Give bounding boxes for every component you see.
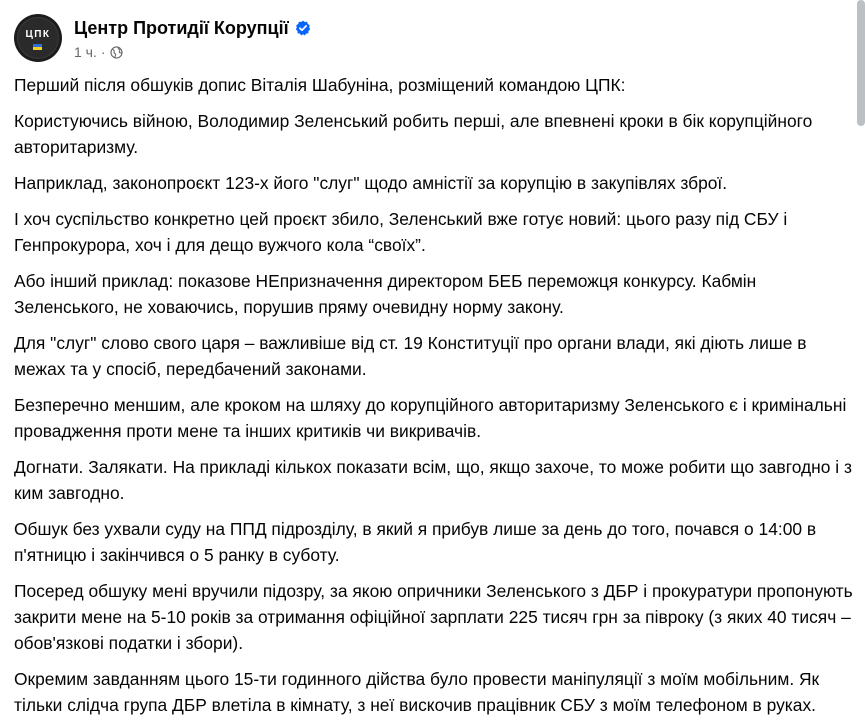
header-text	[74, 16, 311, 60]
post-body	[14, 72, 862, 728]
post-paragraph: Або інший приклад: показове НЕпризначення директором БЕБ переможця конкурсу. Кабмін Зеленського, не ховаючись, порушив пряму очевидну норму закону.	[14, 271, 757, 317]
post-timestamp[interactable]: 1 ч.	[74, 44, 97, 60]
verified-badge-icon	[295, 20, 311, 36]
post-paragraph: Догнати. Залякати. На прикладі кількох показати всім, що, якщо захоче, то може робити що завгодно і з ким завгодно.	[14, 457, 852, 503]
post-paragraph: І хоч суспільство конкретно цей проєкт збило, Зеленський вже готує новий: цього разу під СБУ і Генпрокурора, хоч і для дещо вужчого кола “своїх”.	[14, 209, 788, 255]
post-paragraph: Перший після обшуків допис Віталія Шабуніна, розміщений командою ЦПК:	[14, 75, 626, 95]
post-paragraph: Безперечно меншим, але кроком на шляху до корупційного авторитаризму Зеленського є і кримінальні провадження проти мене та інших критиків чи викривачів.	[14, 395, 847, 441]
scrollbar-thumb[interactable]	[857, 0, 865, 126]
post-paragraph: Для "слуг" слово свого царя – важливіше від ст. 19 Конституції про органи влади, які діють лише в межах та у спосіб, передбачений законами.	[14, 333, 807, 379]
post-paragraph: Окремим завданням цього 15-ти годинного дійства було провести маніпуляції з моїм мобільним. Як тільки слідча група ДБР влетіла в кімнату, з неї вискочив працівник СБУ з моїм телефоном в руках.	[14, 669, 820, 715]
globe-icon[interactable]	[110, 46, 123, 59]
post-paragraph: Обшук без ухвали суду на ППД підрозділу, в який я прибув лише за день до того, почався о 14:00 в п'ятницю і закінчився о 5 ранку в суботу.	[14, 519, 817, 565]
post-paragraph: Користуючись війною, Володимир Зеленський робить перші, але впевнені кроки в бік корупційного авторитаризму.	[14, 111, 813, 157]
page-name-link[interactable]: Центр Протидії Корупції	[74, 17, 289, 38]
avatar[interactable]	[14, 14, 62, 62]
post-meta	[74, 44, 311, 60]
avatar-logo-text: ЦПК	[25, 29, 51, 40]
post-header	[14, 12, 311, 64]
post-paragraph: Наприклад, законопроєкт 123-х його "слуг" щодо амністії за корупцію в закупівлях зброї.	[14, 173, 728, 193]
meta-separator: ·	[100, 44, 106, 60]
page-name-row	[74, 16, 311, 40]
ukraine-flag-icon	[33, 44, 42, 50]
post-paragraph: Посеред обшуку мені вручили підозру, за якою опричники Зеленського з ДБР і прокуратури пропонують закрити мене на 5-10 років за отримання офіційної зарплати 225 тисяч грн за півроку (з яких 40 тисяч – обов'язкові податки і збори).	[14, 581, 853, 653]
